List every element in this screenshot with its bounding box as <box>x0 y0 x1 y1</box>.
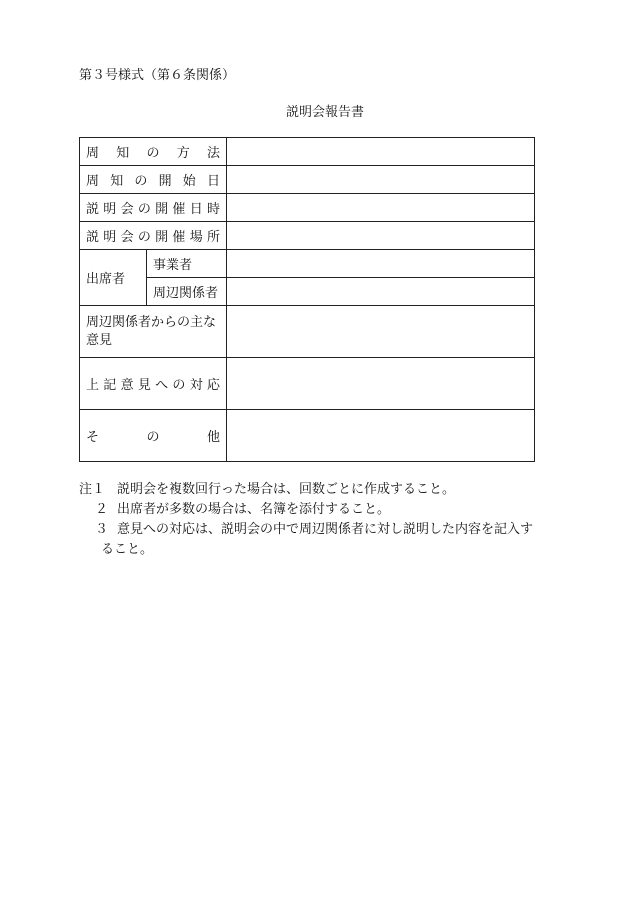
label-place-text-char: 所 <box>206 230 220 245</box>
note-2 <box>79 500 549 520</box>
label-method-text-char: 周 <box>86 146 100 161</box>
label-start-date-text <box>86 170 220 189</box>
label-attendee-related: 周辺関係者 <box>147 278 227 306</box>
label-other <box>80 410 227 462</box>
note-1 <box>79 480 549 500</box>
label-response-text-char: 見 <box>137 378 151 393</box>
row-datetime <box>80 194 535 222</box>
label-response-text-char: 上 <box>86 378 100 393</box>
notes <box>79 480 549 560</box>
note-3-continuation: ること。 <box>101 542 154 557</box>
label-place <box>80 222 227 250</box>
report-table <box>79 137 535 462</box>
note-3 <box>79 520 549 540</box>
label-start-date-text-char: 知 <box>110 174 124 189</box>
label-other-text <box>86 426 220 445</box>
label-attendee-business: 事業者 <box>147 250 227 278</box>
label-response-text <box>86 374 220 393</box>
label-response-text-char: 応 <box>206 378 220 393</box>
label-response-text-char: の <box>172 378 186 393</box>
label-other-text-char: そ <box>86 430 100 445</box>
note-2-number: ２ <box>95 502 109 517</box>
label-datetime-text <box>86 198 220 217</box>
field-attendee-related[interactable] <box>227 278 535 306</box>
row-place <box>80 222 535 250</box>
field-method[interactable] <box>227 138 535 166</box>
label-datetime-text-char: 説 <box>86 202 100 217</box>
label-place-text-char: 催 <box>172 230 186 245</box>
label-place-text-char: の <box>137 230 151 245</box>
label-start-date-text-char: の <box>134 174 148 189</box>
label-place-text-char: 開 <box>155 230 169 245</box>
label-method-text-char: 知 <box>116 146 130 161</box>
label-datetime-text-char: 開 <box>155 202 169 217</box>
field-start-date[interactable] <box>227 166 535 194</box>
label-response-text-char: 記 <box>103 378 117 393</box>
label-datetime-text-char: 時 <box>206 202 220 217</box>
row-attendee-business <box>80 250 535 278</box>
row-attendee-related <box>80 278 535 306</box>
label-response-text-char: へ <box>155 378 169 393</box>
label-method-text-char: 法 <box>207 146 221 161</box>
label-method-text-char: 方 <box>176 146 190 161</box>
label-datetime-text-char: 日 <box>189 202 203 217</box>
field-place[interactable] <box>227 222 535 250</box>
label-datetime <box>80 194 227 222</box>
label-other-text-char: 他 <box>207 430 221 445</box>
row-start-date <box>80 166 535 194</box>
label-opinions: 周辺関係者からの主な意見 <box>80 306 227 358</box>
label-place-text-char: 場 <box>189 230 203 245</box>
label-start-date-text-char: 周 <box>86 174 100 189</box>
label-start-date-text-char: 開 <box>158 174 172 189</box>
label-start-date-text-char: 日 <box>206 174 220 189</box>
label-method-text <box>86 142 220 161</box>
row-opinions <box>80 306 535 358</box>
label-response-text-char: 対 <box>189 378 203 393</box>
label-place-text-char: 明 <box>103 230 117 245</box>
label-method <box>80 138 227 166</box>
label-datetime-text-char: の <box>137 202 151 217</box>
note-3-number: ３ <box>95 522 109 537</box>
field-response[interactable] <box>227 358 535 410</box>
label-datetime-text-char: 会 <box>120 202 134 217</box>
label-attendees: 出席者 <box>80 250 147 306</box>
label-response <box>80 358 227 410</box>
label-start-date-text-char: 始 <box>182 174 196 189</box>
label-datetime-text-char: 明 <box>103 202 117 217</box>
row-response <box>80 358 535 410</box>
note-1-number: 注１ <box>79 482 106 497</box>
document-title: 説明会報告書 <box>285 105 364 120</box>
row-other <box>80 410 535 462</box>
field-opinions[interactable] <box>227 306 535 358</box>
form-number: 第３号様式（第６条関係） <box>79 68 236 83</box>
note-3-text: 意見への対応は、説明会の中で周辺関係者に対し説明した内容を記入す <box>117 522 534 537</box>
note-1-text: 説明会を複数回行った場合は、回数ごとに作成すること。 <box>117 482 456 497</box>
row-method <box>80 138 535 166</box>
label-place-text <box>86 226 220 245</box>
field-attendee-business[interactable] <box>227 250 535 278</box>
label-start-date <box>80 166 227 194</box>
label-place-text-char: 会 <box>120 230 134 245</box>
note-2-text: 出席者が多数の場合は、名簿を添付すること。 <box>117 502 391 517</box>
label-datetime-text-char: 催 <box>172 202 186 217</box>
field-datetime[interactable] <box>227 194 535 222</box>
label-method-text-char: の <box>146 146 160 161</box>
label-place-text-char: 説 <box>86 230 100 245</box>
field-other[interactable] <box>227 410 535 462</box>
label-other-text-char: の <box>146 430 160 445</box>
label-response-text-char: 意 <box>120 378 134 393</box>
